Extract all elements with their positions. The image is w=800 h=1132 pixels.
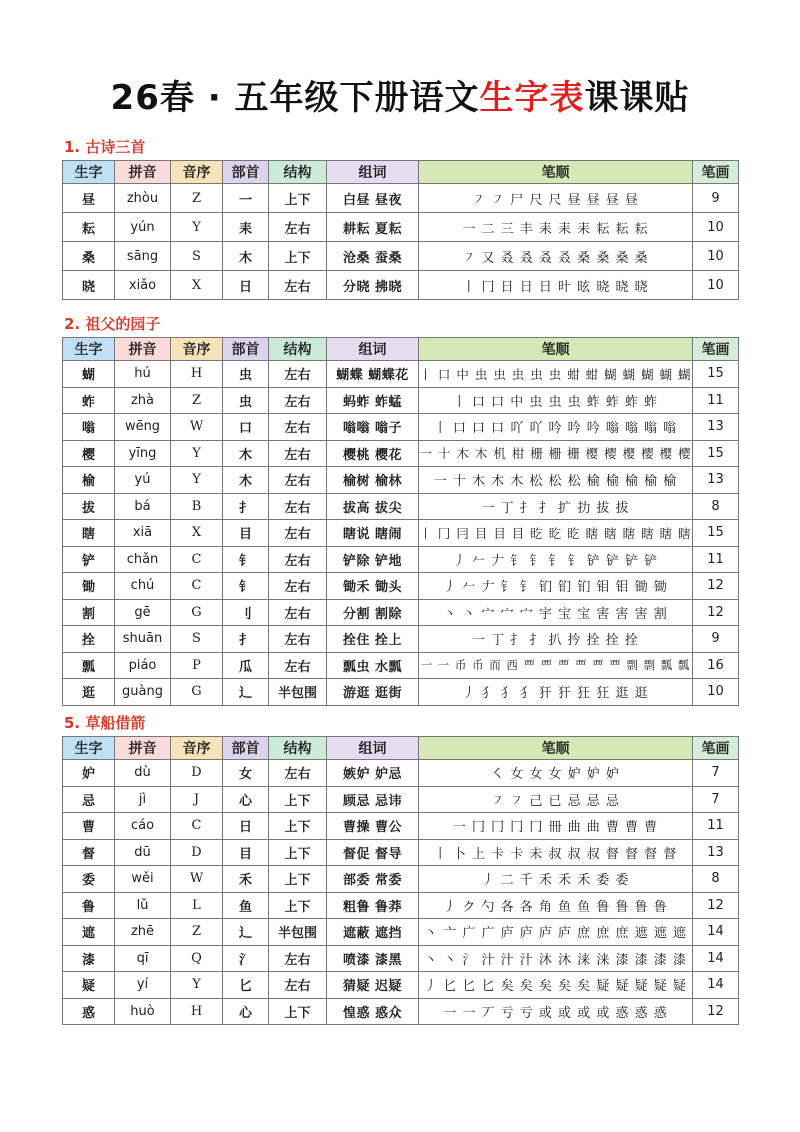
table-row xyxy=(63,813,739,840)
pinyin: bá xyxy=(115,493,171,520)
phonetic-order: H xyxy=(171,361,223,388)
column-header: 笔画 xyxy=(693,737,739,760)
word-examples: 粗鲁 鲁莽 xyxy=(327,892,419,919)
table-row xyxy=(63,520,739,547)
table-row xyxy=(63,387,739,414)
radical: 氵 xyxy=(223,945,269,972)
character-table xyxy=(62,160,739,300)
word-examples: 沧桑 蚕桑 xyxy=(327,242,419,271)
stroke-count: 10 xyxy=(693,679,739,706)
new-character: 督 xyxy=(63,839,115,866)
radical: 口 xyxy=(223,414,269,441)
pinyin: chǎn xyxy=(115,546,171,573)
word-examples: 顾忌 忌讳 xyxy=(327,786,419,813)
word-examples: 喷漆 漆黑 xyxy=(327,945,419,972)
word-examples: 惶惑 惑众 xyxy=(327,998,419,1025)
phonetic-order: X xyxy=(171,271,223,300)
radical: 日 xyxy=(223,813,269,840)
column-header: 组词 xyxy=(327,161,419,184)
stroke-count: 7 xyxy=(693,760,739,787)
stroke-count: 11 xyxy=(693,546,739,573)
pinyin: dū xyxy=(115,839,171,866)
column-header: 拼音 xyxy=(115,737,171,760)
table-row xyxy=(63,866,739,893)
new-character: 瞎 xyxy=(63,520,115,547)
phonetic-order: Z xyxy=(171,184,223,213)
column-header: 音序 xyxy=(171,338,223,361)
column-header: 音序 xyxy=(171,161,223,184)
stroke-order: 一 丁 扌 扌 扒 扲 拴 拴 拴 xyxy=(419,626,693,653)
pinyin: zhòu xyxy=(115,184,171,213)
column-header: 组词 xyxy=(327,338,419,361)
new-character: 耘 xyxy=(63,213,115,242)
structure: 左右 xyxy=(269,440,327,467)
new-character: 铲 xyxy=(63,546,115,573)
pinyin: hú xyxy=(115,361,171,388)
stroke-count: 15 xyxy=(693,520,739,547)
phonetic-order: H xyxy=(171,998,223,1025)
stroke-order: 一 十 木 木 木 松 松 松 榆 榆 榆 榆 榆 xyxy=(419,467,693,494)
new-character: 忌 xyxy=(63,786,115,813)
phonetic-order: J xyxy=(171,786,223,813)
new-character: 锄 xyxy=(63,573,115,600)
new-character: 妒 xyxy=(63,760,115,787)
stroke-order: 一 二 三 丰 耒 耒 耒 耘 耘 耘 xyxy=(419,213,693,242)
phonetic-order: Y xyxy=(171,972,223,999)
word-examples: 耕耘 夏耘 xyxy=(327,213,419,242)
phonetic-order: X xyxy=(171,520,223,547)
table-row xyxy=(63,972,739,999)
pinyin: dù xyxy=(115,760,171,787)
structure: 左右 xyxy=(269,213,327,242)
pinyin: yún xyxy=(115,213,171,242)
column-header: 部首 xyxy=(223,161,269,184)
stroke-order: 一 冂 冂 冂 冂 冊 曲 曲 曹 曹 曹 xyxy=(419,813,693,840)
pinyin: shuān xyxy=(115,626,171,653)
radical: 一 xyxy=(223,184,269,213)
new-character: 樱 xyxy=(63,440,115,467)
new-character: 蚱 xyxy=(63,387,115,414)
phonetic-order: S xyxy=(171,626,223,653)
stroke-count: 16 xyxy=(693,652,739,679)
structure: 上下 xyxy=(269,892,327,919)
column-header: 音序 xyxy=(171,737,223,760)
structure: 左右 xyxy=(269,414,327,441)
pinyin: chú xyxy=(115,573,171,600)
stroke-order: 丨 口 口 中 虫 虫 虫 蚱 蚱 蚱 蚱 xyxy=(419,387,693,414)
word-examples: 蚂蚱 蚱蜢 xyxy=(327,387,419,414)
new-character: 割 xyxy=(63,599,115,626)
table-row xyxy=(63,652,739,679)
word-examples: 猜疑 迟疑 xyxy=(327,972,419,999)
structure: 左右 xyxy=(269,520,327,547)
column-header: 结构 xyxy=(269,737,327,760)
new-character: 昼 xyxy=(63,184,115,213)
section-1 xyxy=(62,134,742,300)
page-title xyxy=(0,70,800,126)
structure: 上下 xyxy=(269,839,327,866)
pinyin: sāng xyxy=(115,242,171,271)
phonetic-order: C xyxy=(171,813,223,840)
phonetic-order: Q xyxy=(171,945,223,972)
phonetic-order: W xyxy=(171,414,223,441)
structure: 左右 xyxy=(269,467,327,494)
word-examples: 部委 常委 xyxy=(327,866,419,893)
table-row xyxy=(63,626,739,653)
section-5 xyxy=(62,710,742,1025)
table-row xyxy=(63,573,739,600)
phonetic-order: C xyxy=(171,573,223,600)
stroke-count: 10 xyxy=(693,213,739,242)
new-character: 遮 xyxy=(63,919,115,946)
column-header: 部首 xyxy=(223,737,269,760)
header-row xyxy=(63,338,739,361)
word-examples: 遮蔽 遮挡 xyxy=(327,919,419,946)
character-table xyxy=(62,736,739,1025)
word-examples: 游逛 逛街 xyxy=(327,679,419,706)
table-row xyxy=(63,361,739,388)
stroke-order: 丶 丶 氵 汁 汁 汁 沐 沐 涞 涞 漆 漆 漆 漆 xyxy=(419,945,693,972)
structure: 上下 xyxy=(269,786,327,813)
radical: 刂 xyxy=(223,599,269,626)
radical: 匕 xyxy=(223,972,269,999)
structure: 左右 xyxy=(269,945,327,972)
radical: 木 xyxy=(223,467,269,494)
phonetic-order: P xyxy=(171,652,223,679)
phonetic-order: D xyxy=(171,839,223,866)
word-examples: 分割 割除 xyxy=(327,599,419,626)
radical: 辶 xyxy=(223,919,269,946)
table-row xyxy=(63,945,739,972)
table-row xyxy=(63,493,739,520)
pinyin: jì xyxy=(115,786,171,813)
radical: 心 xyxy=(223,998,269,1025)
radical: 虫 xyxy=(223,387,269,414)
structure: 上下 xyxy=(269,866,327,893)
stroke-count: 12 xyxy=(693,998,739,1025)
structure: 左右 xyxy=(269,361,327,388)
structure: 左右 xyxy=(269,387,327,414)
word-examples: 白昼 昼夜 xyxy=(327,184,419,213)
phonetic-order: G xyxy=(171,599,223,626)
stroke-order: 丿 𠂉 𠂇 钅 钅 钅 钅 铲 铲 铲 铲 xyxy=(419,546,693,573)
structure: 上下 xyxy=(269,998,327,1025)
structure: 上下 xyxy=(269,242,327,271)
pinyin: cáo xyxy=(115,813,171,840)
structure: 左右 xyxy=(269,652,327,679)
radical: 女 xyxy=(223,760,269,787)
radical: 鱼 xyxy=(223,892,269,919)
table-row xyxy=(63,271,739,300)
title-prefix: 26春 · 五年级下册语文 xyxy=(110,78,480,118)
word-examples: 榆树 榆林 xyxy=(327,467,419,494)
word-examples: 锄禾 锄头 xyxy=(327,573,419,600)
stroke-order: 丿 ク 勺 各 各 角 鱼 鱼 鲁 鲁 鲁 鲁 xyxy=(419,892,693,919)
table-row xyxy=(63,242,739,271)
stroke-order: ㇛ 女 女 女 妒 妒 妒 xyxy=(419,760,693,787)
table-row xyxy=(63,919,739,946)
stroke-count: 14 xyxy=(693,919,739,946)
header-row xyxy=(63,161,739,184)
phonetic-order: Z xyxy=(171,919,223,946)
phonetic-order: Y xyxy=(171,213,223,242)
stroke-count: 10 xyxy=(693,271,739,300)
column-header: 生字 xyxy=(63,161,115,184)
stroke-count: 13 xyxy=(693,467,739,494)
stroke-order: 丿 匕 匕 匕 矣 矣 矣 矣 矣 疑 疑 疑 疑 疑 xyxy=(419,972,693,999)
stroke-count: 15 xyxy=(693,361,739,388)
stroke-count: 9 xyxy=(693,626,739,653)
stroke-count: 15 xyxy=(693,440,739,467)
phonetic-order: W xyxy=(171,866,223,893)
new-character: 委 xyxy=(63,866,115,893)
new-character: 拴 xyxy=(63,626,115,653)
phonetic-order: L xyxy=(171,892,223,919)
column-header: 结构 xyxy=(269,161,327,184)
stroke-count: 7 xyxy=(693,786,739,813)
table-row xyxy=(63,467,739,494)
pinyin: qī xyxy=(115,945,171,972)
new-character: 漆 xyxy=(63,945,115,972)
table-row xyxy=(63,546,739,573)
new-character: 拔 xyxy=(63,493,115,520)
new-character: 蝴 xyxy=(63,361,115,388)
column-header: 笔画 xyxy=(693,161,739,184)
word-examples: 瓢虫 水瓢 xyxy=(327,652,419,679)
radical: 木 xyxy=(223,242,269,271)
stroke-order: 丿 𠂉 𠂇 钅 钅 钔 钔 钔 钼 钼 锄 锄 xyxy=(419,573,693,600)
stroke-order: 丿 二 千 禾 禾 禾 委 委 xyxy=(419,866,693,893)
stroke-order: 丿 犭 犭 犭 犴 犴 狂 狂 逛 逛 xyxy=(419,679,693,706)
pinyin: zhē xyxy=(115,919,171,946)
radical: 虫 xyxy=(223,361,269,388)
word-examples: 拴住 拴上 xyxy=(327,626,419,653)
table-row xyxy=(63,760,739,787)
stroke-count: 13 xyxy=(693,414,739,441)
pinyin: guàng xyxy=(115,679,171,706)
stroke-count: 10 xyxy=(693,242,739,271)
stroke-count: 14 xyxy=(693,945,739,972)
radical: 扌 xyxy=(223,493,269,520)
stroke-order: ㇇ ㇇ 己 已 忌 忌 忌 xyxy=(419,786,693,813)
stroke-count: 12 xyxy=(693,892,739,919)
new-character: 鲁 xyxy=(63,892,115,919)
word-examples: 嗡嗡 嗡子 xyxy=(327,414,419,441)
pinyin: wěi xyxy=(115,866,171,893)
phonetic-order: Y xyxy=(171,440,223,467)
structure: 左右 xyxy=(269,573,327,600)
new-character: 桑 xyxy=(63,242,115,271)
structure: 上下 xyxy=(269,184,327,213)
pinyin: xiǎo xyxy=(115,271,171,300)
new-character: 惑 xyxy=(63,998,115,1025)
phonetic-order: Y xyxy=(171,467,223,494)
phonetic-order: Z xyxy=(171,387,223,414)
structure: 左右 xyxy=(269,599,327,626)
table-row xyxy=(63,679,739,706)
stroke-order: 丨 口 中 虫 虫 虫 虫 虫 蚶 蚶 蝴 蝴 蝴 蝴 蝴 xyxy=(419,361,693,388)
stroke-order: 丨 口 口 口 吖 吖 吟 吟 吟 嗡 嗡 嗡 嗡 xyxy=(419,414,693,441)
radical: 瓜 xyxy=(223,652,269,679)
radical: 禾 xyxy=(223,866,269,893)
table-row xyxy=(63,184,739,213)
structure: 左右 xyxy=(269,271,327,300)
section-2 xyxy=(62,311,742,706)
new-character: 疑 xyxy=(63,972,115,999)
stroke-count: 14 xyxy=(693,972,739,999)
new-character: 逛 xyxy=(63,679,115,706)
word-examples: 蝴蝶 蝴蝶花 xyxy=(327,361,419,388)
table-row xyxy=(63,839,739,866)
radical: 耒 xyxy=(223,213,269,242)
structure: 左右 xyxy=(269,626,327,653)
structure: 半包围 xyxy=(269,919,327,946)
new-character: 榆 xyxy=(63,467,115,494)
column-header: 生字 xyxy=(63,737,115,760)
word-examples: 嫉妒 妒忌 xyxy=(327,760,419,787)
stroke-order: ㇇ 又 叒 叒 叒 叒 桑 桑 桑 桑 xyxy=(419,242,693,271)
table-row xyxy=(63,213,739,242)
word-examples: 铲除 铲地 xyxy=(327,546,419,573)
character-table xyxy=(62,337,739,706)
column-header: 拼音 xyxy=(115,161,171,184)
word-examples: 樱桃 樱花 xyxy=(327,440,419,467)
new-character: 嗡 xyxy=(63,414,115,441)
title-highlight: 生字表 xyxy=(479,78,585,118)
radical: 钅 xyxy=(223,573,269,600)
pinyin: lǔ xyxy=(115,892,171,919)
stroke-order: 一 十 木 木 机 柑 栅 栅 栅 樱 樱 樱 樱 樱 樱 xyxy=(419,440,693,467)
stroke-count: 12 xyxy=(693,599,739,626)
table-row xyxy=(63,786,739,813)
new-character: 曹 xyxy=(63,813,115,840)
stroke-order: ㇇ ㇇ 尸 尺 尺 昼 昼 昼 昼 xyxy=(419,184,693,213)
pinyin: xiā xyxy=(115,520,171,547)
table-row xyxy=(63,414,739,441)
stroke-count: 12 xyxy=(693,573,739,600)
phonetic-order: G xyxy=(171,679,223,706)
header-row xyxy=(63,737,739,760)
table-row xyxy=(63,892,739,919)
radical: 目 xyxy=(223,839,269,866)
table-row xyxy=(63,440,739,467)
stroke-count: 8 xyxy=(693,493,739,520)
radical: 辶 xyxy=(223,679,269,706)
word-examples: 曹操 曹公 xyxy=(327,813,419,840)
radical: 钅 xyxy=(223,546,269,573)
structure: 半包围 xyxy=(269,679,327,706)
stroke-order: 一 一 丆 亏 亏 或 或 或 或 惑 惑 惑 xyxy=(419,998,693,1025)
radical: 木 xyxy=(223,440,269,467)
radical: 目 xyxy=(223,520,269,547)
stroke-count: 8 xyxy=(693,866,739,893)
stroke-count: 9 xyxy=(693,184,739,213)
column-header: 生字 xyxy=(63,338,115,361)
stroke-count: 11 xyxy=(693,813,739,840)
column-header: 结构 xyxy=(269,338,327,361)
section-title: 5. 草船借箭 xyxy=(64,714,146,732)
stroke-order: 丨 卜 上 卡 卡 未 叔 叔 叔 督 督 督 督 xyxy=(419,839,693,866)
phonetic-order: D xyxy=(171,760,223,787)
pinyin: yīng xyxy=(115,440,171,467)
structure: 左右 xyxy=(269,493,327,520)
stroke-count: 13 xyxy=(693,839,739,866)
word-examples: 分晓 拂晓 xyxy=(327,271,419,300)
section-title: 2. 祖父的园子 xyxy=(64,315,161,333)
pinyin: yí xyxy=(115,972,171,999)
pinyin: yú xyxy=(115,467,171,494)
column-header: 笔顺 xyxy=(419,161,693,184)
column-header: 部首 xyxy=(223,338,269,361)
pinyin: piáo xyxy=(115,652,171,679)
phonetic-order: S xyxy=(171,242,223,271)
new-character: 瓢 xyxy=(63,652,115,679)
radical: 心 xyxy=(223,786,269,813)
radical: 日 xyxy=(223,271,269,300)
pinyin: wēng xyxy=(115,414,171,441)
table-row xyxy=(63,998,739,1025)
stroke-order: 丶 亠 广 广 庐 庐 庐 庐 庶 庶 庶 遮 遮 遮 xyxy=(419,919,693,946)
column-header: 笔画 xyxy=(693,338,739,361)
table-row xyxy=(63,599,739,626)
title-suffix: 课课贴 xyxy=(584,78,690,118)
column-header: 组词 xyxy=(327,737,419,760)
stroke-order: 一 一 币 币 而 西 覀 覀 覀 覀 覀 覀 剽 剽 瓢 瓢 xyxy=(419,652,693,679)
phonetic-order: B xyxy=(171,493,223,520)
stroke-order: 丶 丶 宀 宀 宀 宇 宝 宝 害 害 害 割 xyxy=(419,599,693,626)
word-examples: 督促 督导 xyxy=(327,839,419,866)
section-title: 1. 古诗三首 xyxy=(64,138,146,156)
column-header: 拼音 xyxy=(115,338,171,361)
stroke-order: 丨 冂 日 日 日 旪 昡 晓 晓 晓 xyxy=(419,271,693,300)
stroke-count: 11 xyxy=(693,387,739,414)
word-examples: 拔高 拔尖 xyxy=(327,493,419,520)
structure: 左右 xyxy=(269,546,327,573)
pinyin: gē xyxy=(115,599,171,626)
pinyin: huò xyxy=(115,998,171,1025)
stroke-order: 丨 冂 冃 目 目 目 盵 盵 盵 瞎 瞎 瞎 瞎 瞎 瞎 xyxy=(419,520,693,547)
phonetic-order: C xyxy=(171,546,223,573)
new-character: 晓 xyxy=(63,271,115,300)
structure: 左右 xyxy=(269,972,327,999)
radical: 扌 xyxy=(223,626,269,653)
word-examples: 瞎说 瞎闹 xyxy=(327,520,419,547)
stroke-order: 一 丁 扌 扌 扩 扐 拔 拔 xyxy=(419,493,693,520)
structure: 左右 xyxy=(269,760,327,787)
pinyin: zhà xyxy=(115,387,171,414)
column-header: 笔顺 xyxy=(419,737,693,760)
column-header: 笔顺 xyxy=(419,338,693,361)
structure: 上下 xyxy=(269,813,327,840)
